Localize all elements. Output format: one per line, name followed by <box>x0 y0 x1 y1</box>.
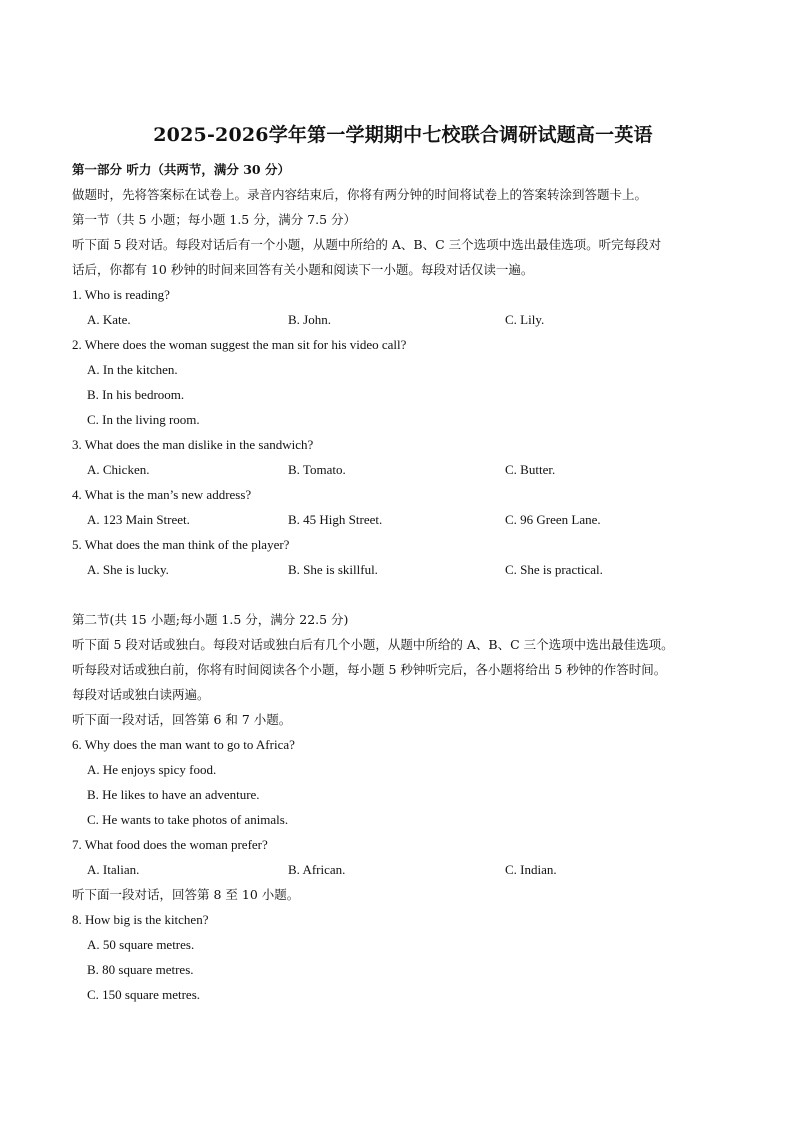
option-b: B. Tomato. <box>288 462 346 477</box>
option-b: B. 80 square metres. <box>87 962 194 977</box>
option-b: B. In his bedroom. <box>87 387 185 402</box>
question-5-options <box>72 557 734 582</box>
part1-heading: 第一部分 听力（共两节，满分 30 分） <box>72 162 290 177</box>
option-b: B. African. <box>288 862 346 877</box>
section2-instructions-3: 每段对话或独白读两遍。 <box>72 687 210 702</box>
option-c: C. 150 square metres. <box>87 987 201 1002</box>
question-3-options <box>72 457 734 482</box>
question-5: 5. What does the man think of the player? <box>72 537 290 552</box>
option-a: A. Chicken. <box>87 462 150 477</box>
spacer <box>72 582 734 607</box>
question-2: 2. Where does the woman suggest the man sit for his video call? <box>72 337 407 352</box>
option-a: A. She is lucky. <box>87 562 169 577</box>
option-a: A. Kate. <box>87 312 131 327</box>
option-c: C. In the living room. <box>87 412 200 427</box>
option-c: C. Indian. <box>505 862 557 877</box>
question-3: 3. What does the man dislike in the sandwich? <box>72 437 314 452</box>
question-6: 6. Why does the man want to go to Africa? <box>72 737 295 752</box>
group-instruction-6-7: 听下面一段对话，回答第 6 和 7 小题。 <box>72 712 292 727</box>
section2-instructions-2: 听每段对话或独白前，你将有时间阅读各个小题，每小题 5 秒钟听完后，各小题将给出 5 秒钟的作答时间。 <box>72 662 667 677</box>
option-c: C. Butter. <box>505 462 556 477</box>
question-1: 1. Who is reading? <box>72 287 170 302</box>
group-instruction-8-10: 听下面一段对话，回答第 8 至 10 小题。 <box>72 887 300 902</box>
page-title: 2025-2026学年第一学期期中七校联合调研试题高一英语 <box>153 124 653 146</box>
question-4-options <box>72 507 734 532</box>
option-b: B. 45 High Street. <box>288 512 383 527</box>
question-7-options <box>72 857 734 882</box>
question-4: 4. What is the man’s new address? <box>72 487 252 502</box>
option-a: A. Italian. <box>87 862 140 877</box>
section2-instructions-1: 听下面 5 段对话或独白。每段对话或独白后有几个小题，从题中所给的 A、B、C 三个选项中选出最佳选项。 <box>72 637 674 652</box>
section1-heading: 第一节（共 5 小题；每小题 1.5 分，满分 7.5 分） <box>72 212 357 227</box>
option-a: A. He enjoys spicy food. <box>87 762 217 777</box>
option-c: C. Lily. <box>505 312 545 327</box>
section2-heading: 第二节(共 15 小题;每小题 1.5 分，满分 22.5 分) <box>72 612 349 627</box>
option-c: C. She is practical. <box>505 562 603 577</box>
section1-instructions-2: 话后，你都有 10 秒钟的时间来回答有关小题和阅读下一小题。每段对话仅读一遍。 <box>72 262 534 277</box>
question-8: 8. How big is the kitchen? <box>72 912 209 927</box>
option-b: B. She is skillful. <box>288 562 378 577</box>
question-7: 7. What food does the woman prefer? <box>72 837 268 852</box>
option-c: C. 96 Green Lane. <box>505 512 601 527</box>
option-c: C. He wants to take photos of animals. <box>87 812 289 827</box>
option-a: A. In the kitchen. <box>87 362 178 377</box>
section1-instructions-1: 听下面 5 段对话。每段对话后有一个小题，从题中所给的 A、B、C 三个选项中选出最佳选项。听完每段对 <box>72 237 662 252</box>
option-b: B. He likes to have an adventure. <box>87 787 260 802</box>
question-1-options <box>72 307 734 332</box>
part1-intro: 做题时，先将答案标在试卷上。录音内容结束后，你将有两分钟的时间将试卷上的答案转涂到答题卡上。 <box>72 187 648 202</box>
option-b: B. John. <box>288 312 331 327</box>
option-a: A. 50 square metres. <box>87 937 195 952</box>
option-a: A. 123 Main Street. <box>87 512 190 527</box>
